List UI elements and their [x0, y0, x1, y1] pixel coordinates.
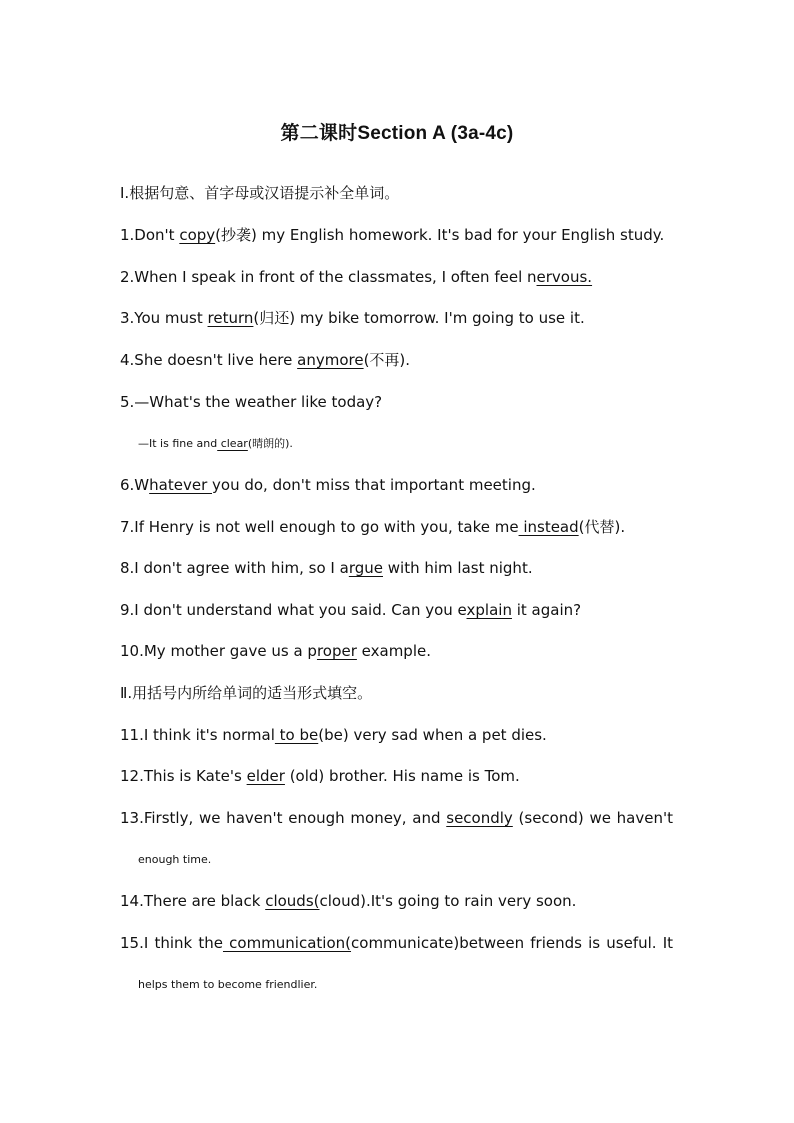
q1-answer: copy — [179, 226, 216, 244]
question-1 — [120, 225, 680, 245]
q2-answer: ervous. — [536, 268, 593, 286]
q9-answer: xplain — [466, 601, 512, 619]
q5-answer: clear — [217, 437, 248, 450]
q7-answer: instead — [518, 518, 579, 536]
question-8 — [120, 558, 680, 578]
q11-answer: to be — [274, 726, 319, 744]
question-7 — [120, 517, 680, 537]
q13-answer: secondly — [446, 809, 513, 827]
q13-text-b: (second) we haven't — [512, 809, 673, 827]
q11-text-b: (be) very sad when a pet dies. — [318, 726, 547, 744]
question-9 — [120, 600, 680, 620]
q6-text-a: 6.W — [120, 476, 150, 494]
q14-text-b: cloud).It's going to rain very soon. — [319, 892, 577, 910]
section-2-heading: Ⅱ.用括号内所给单词的适当形式填空。 — [120, 684, 373, 702]
q8-text-b: with him last night. — [383, 559, 533, 577]
question-10 — [120, 641, 680, 661]
q14-answer: clouds( — [265, 892, 320, 910]
q2-text-a: 2.When I speak in front of the classmates, I often feel n — [120, 268, 537, 286]
q7-text-a: 7.If Henry is not well enough to go with you, take me — [120, 518, 519, 536]
question-6 — [120, 475, 680, 495]
q3-text-b: (归还) my bike tomorrow. I'm going to use it. — [253, 309, 585, 327]
q11-text-a: 11.I think it's normal — [120, 726, 275, 744]
q6-text-b: you do, don't miss that important meeting. — [212, 476, 536, 494]
q4-text-b: (不再). — [363, 351, 411, 369]
q3-text-a: 3.You must — [120, 309, 208, 327]
q4-answer: anymore — [297, 351, 364, 369]
q13-text-a: 13.Firstly, we haven't enough money, and — [120, 809, 447, 827]
q3-answer: return — [207, 309, 254, 327]
q1-text-a: 1.Don't — [120, 226, 180, 244]
q4-text-a: 4.She doesn't live here — [120, 351, 298, 369]
q15-text-a: 15.I think the — [120, 934, 223, 952]
question-14 — [120, 891, 680, 911]
q15-text-b: communicate)between friends is useful. It — [351, 934, 674, 952]
question-11 — [120, 725, 680, 745]
q5-text-c: —It is fine and — [138, 437, 218, 450]
question-4 — [120, 350, 680, 370]
section-1-heading: Ⅰ.根据句意、首字母或汉语提示补全单词。 — [120, 184, 400, 202]
q6-answer: hatever — [149, 476, 213, 494]
question-15 — [120, 933, 673, 953]
q14-text-a: 14.There are black — [120, 892, 266, 910]
q10-answer: roper — [316, 642, 357, 660]
q10-text-a: 10.My mother gave us a p — [120, 642, 317, 660]
question-5-reply — [138, 434, 698, 454]
q10-text-b: example. — [356, 642, 431, 660]
question-2 — [120, 267, 680, 287]
q5-text-b: (晴朗的). — [247, 437, 293, 450]
q8-answer: rgue — [348, 559, 383, 577]
q12-answer: elder — [246, 767, 285, 785]
q15-answer: communication( — [222, 934, 352, 952]
question-13 — [120, 808, 673, 828]
q7-text-b: (代替). — [578, 518, 626, 536]
question-5: 5.—What's the weather like today? — [120, 393, 383, 411]
q12-text-b: (old) brother. His name is Tom. — [284, 767, 520, 785]
question-15-continued: helps them to become friendlier. — [138, 978, 318, 991]
question-12 — [120, 766, 680, 786]
q9-text-b: it again? — [511, 601, 582, 619]
q9-text-a: 9.I don't understand what you said. Can you e — [120, 601, 467, 619]
q12-text-a: 12.This is Kate's — [120, 767, 247, 785]
page-title: 第二课时Section A (3a-4c) — [280, 123, 514, 144]
q1-text-b: (抄袭) my English homework. It's bad for your English study. — [215, 226, 665, 244]
q8-text-a: 8.I don't agree with him, so I a — [120, 559, 349, 577]
question-3 — [120, 308, 680, 328]
question-13-continued: enough time. — [138, 853, 212, 866]
